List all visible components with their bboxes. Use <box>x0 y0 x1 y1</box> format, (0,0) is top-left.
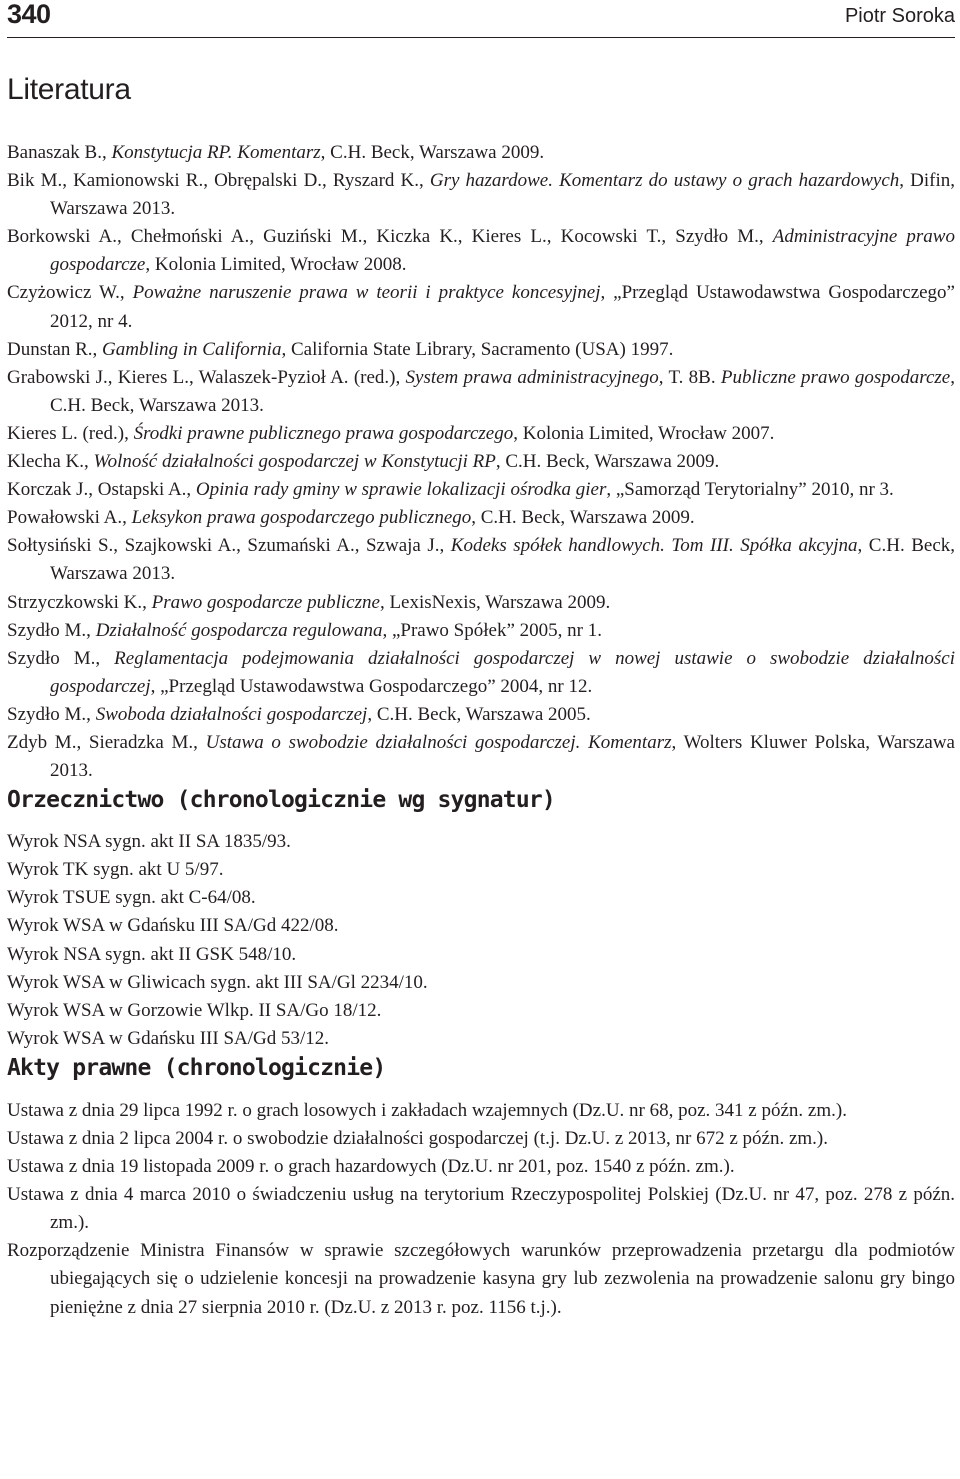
bibliography-entry <box>7 167 955 223</box>
entry-text: Powałowski A., <box>7 507 132 529</box>
entry-title: Gambling in California <box>102 338 282 360</box>
entry-text: Szydło M., <box>7 647 115 669</box>
entry-text: , Kolonia Limited, Wrocław 2007. <box>513 422 775 444</box>
bibliography-entry <box>7 701 955 729</box>
entry-text: , C.H. Beck, Warszawa 2009. <box>495 451 720 473</box>
bibliography-entry <box>7 504 955 532</box>
entry-title: Środki prawne publicznego prawa gospodarczego <box>133 422 514 444</box>
judgment-item: Wyrok WSA w Gdańsku III SA/Gd 422/08. <box>7 915 339 937</box>
bibliography-entry <box>7 532 955 588</box>
legal-act-item: Rozporządzenie Ministra Finansów w sprawie szczegółowych warunków przeprowadzenia przetargu dla podmiotów ubiegających się o udzielenie koncesji na prowadzenie kasyna gry lub zezwolenia na prowadzenie salonu gry bingo pieniężne z dnia 27 sierpnia 2010 r. (Dz.U. z 2013 r. poz. 1156 t.j.). <box>7 1240 955 1318</box>
literatura-heading: Literatura <box>7 73 131 106</box>
entry-text: Kieres L. (red.), <box>7 422 134 444</box>
legal-act-item: Ustawa z dnia 19 listopada 2009 r. o grach hazardowych (Dz.U. nr 201, poz. 1540 z późn. zm.). <box>7 1156 735 1178</box>
entry-title: Opinia rady gminy w sprawie lokalizacji ośrodka gier <box>195 479 607 501</box>
running-head-author: Piotr Soroka <box>844 5 955 27</box>
entry-text: Korczak J., Ostapski A., <box>7 479 196 501</box>
entry-text: Zdyb M., Sieradzka M., <box>7 731 206 753</box>
entry-text: Bik M., Kamionowski R., Obrępalski D., Ryszard K., <box>7 170 430 192</box>
entry-text: , „Samorząd Terytorialny” 2010, nr 3. <box>606 479 894 501</box>
entry-text: , Wolters Kluwer Polska, Warszawa 2013. <box>50 731 955 782</box>
page-number: 340 <box>7 0 51 29</box>
bibliography-entry <box>7 448 955 476</box>
entry-text: , C.H. Beck, Warszawa 2013. <box>50 535 956 585</box>
entry-title: Administracyjne prawo gospodarcze <box>50 226 955 276</box>
entry-title: Prawo gospodarcze publiczne <box>151 591 380 613</box>
judgment-item: Wyrok WSA w Gorzowie Wlkp. II SA/Go 18/12. <box>7 999 382 1021</box>
literatura-list <box>7 139 955 785</box>
orzecznictwo-heading: Orzecznictwo (chronologicznie wg sygnatur) <box>7 787 555 814</box>
entry-text: , LexisNexis, Warszawa 2009. <box>379 591 611 613</box>
judgment-item: Wyrok WSA w Gliwicach sygn. akt III SA/Gl 2234/10. <box>7 971 428 993</box>
entry-title: Leksykon prawa gospodarczego publicznego <box>131 507 472 529</box>
legal-act-item: Ustawa z dnia 4 marca 2010 o świadczeniu usług na terytorium Rzeczypospolitej Polskiej (Dz.U. nr 47, poz. 278 z późn. zm.). <box>7 1184 955 1234</box>
entry-title: Ustawa o swobodzie działalności gospodarczej. Komentarz <box>205 731 672 753</box>
entry-text: , C.H. Beck, Warszawa 2009. <box>320 142 545 163</box>
akty-prawne-list <box>7 1097 955 1322</box>
entry-text: Szydło M., <box>7 703 96 725</box>
bibliography-entry <box>7 336 955 364</box>
entry-title: System prawa administracyjnego <box>405 366 659 388</box>
bibliography-entry <box>7 476 955 504</box>
entry-text: , C.H. Beck, Warszawa 2013. <box>50 366 955 416</box>
judgment-item: Wyrok WSA w Gdańsku III SA/Gd 53/12. <box>7 1027 330 1049</box>
entry-text: , California State Library, Sacramento (USA) 1997. <box>281 338 674 360</box>
entry-text: , „Prawo Spółek” 2005, nr 1. <box>382 619 602 641</box>
entry-text: , C.H. Beck, Warszawa 2005. <box>367 703 591 725</box>
entry-title: Wolność działalności gospodarczej w Konstytucji RP <box>93 451 496 473</box>
legal-act-item: Ustawa z dnia 2 lipca 2004 r. o swobodzie działalności gospodarczej (t.j. Dz.U. z 2013, nr 672 z późn. zm.). <box>7 1128 828 1149</box>
bibliography-entry <box>7 364 955 420</box>
entry-text: Banaszak B., <box>7 142 112 163</box>
entry-title: Konstytucja RP. Komentarz <box>111 142 321 163</box>
entry-text: Czyżowicz W., <box>7 282 133 304</box>
akty-prawne-heading: Akty prawne (chronologicznie) <box>7 1054 386 1081</box>
entry-text: Dunstan R., <box>7 338 102 360</box>
entry-text: Szydło M., <box>7 619 96 641</box>
bibliography-entry <box>7 279 955 335</box>
entry-text: Klecha K., <box>7 451 94 473</box>
judgment-item: Wyrok TSUE sygn. akt C-64/08. <box>7 887 256 909</box>
entry-text: , Difin, Warszawa 2013. <box>50 170 956 220</box>
bibliography-entry <box>7 589 955 617</box>
entry-title: Reglamentacja podejmowania działalności gospodarczej w nowej ustawie o swobodzie działalności gospodarczej <box>50 647 955 697</box>
entry-title: Publiczne prawo gospodarcze <box>720 366 951 388</box>
judgment-item: Wyrok TK sygn. akt U 5/97. <box>7 859 224 881</box>
entry-title: Kodeks spółek handlowych. Tom III. Spółka akcyjna <box>450 535 858 557</box>
book-page <box>7 0 955 1322</box>
entry-title: Poważne naruszenie prawa w teorii i praktyce koncesyjnej <box>132 282 601 304</box>
bibliography-entry <box>7 139 955 167</box>
entry-title: Swoboda działalności gospodarczej <box>95 703 368 725</box>
bibliography-entry <box>7 617 955 645</box>
entry-text: , Kolonia Limited, Wrocław 2008. <box>145 254 407 276</box>
bibliography-entry <box>7 645 955 701</box>
running-head <box>7 0 955 38</box>
entry-title: Działalność gospodarcza regulowana <box>95 619 383 641</box>
bibliography-entry <box>7 420 955 448</box>
judgment-item: Wyrok NSA sygn. akt II SA 1835/93. <box>7 831 291 853</box>
entry-text: , T. 8B. <box>658 366 721 388</box>
entry-text: Strzyczkowski K., <box>7 591 152 613</box>
entry-text: Borkowski A., Chełmoński A., Guziński M., Kiczka K., Kieres L., Kocowski T., Szydło M., <box>7 226 773 248</box>
entry-text: Sołtysiński S., Szajkowski A., Szumański A., Szwaja J., <box>7 535 451 557</box>
bibliography-entry <box>7 729 955 785</box>
entry-title: Gry hazardowe. Komentarz do ustawy o grach hazardowych <box>429 170 900 192</box>
entry-text: Grabowski J., Kieres L., Walaszek-Pyzioł A. (red.), <box>7 366 406 388</box>
entry-text: , „Przegląd Ustawodawstwa Gospodarczego” 2012, nr 4. <box>50 282 955 332</box>
judgment-item: Wyrok NSA sygn. akt II GSK 548/10. <box>7 943 297 965</box>
entry-text: , „Przegląd Ustawodawstwa Gospodarczego” 2004, nr 12. <box>150 675 593 697</box>
orzecznictwo-list <box>7 828 955 1053</box>
bibliography-entry <box>7 223 955 279</box>
legal-act-item: Ustawa z dnia 29 lipca 1992 r. o grach losowych i zakładach wzajemnych (Dz.U. nr 68, poz. 341 z późn. zm.). <box>7 1099 847 1121</box>
entry-text: , C.H. Beck, Warszawa 2009. <box>471 507 695 529</box>
